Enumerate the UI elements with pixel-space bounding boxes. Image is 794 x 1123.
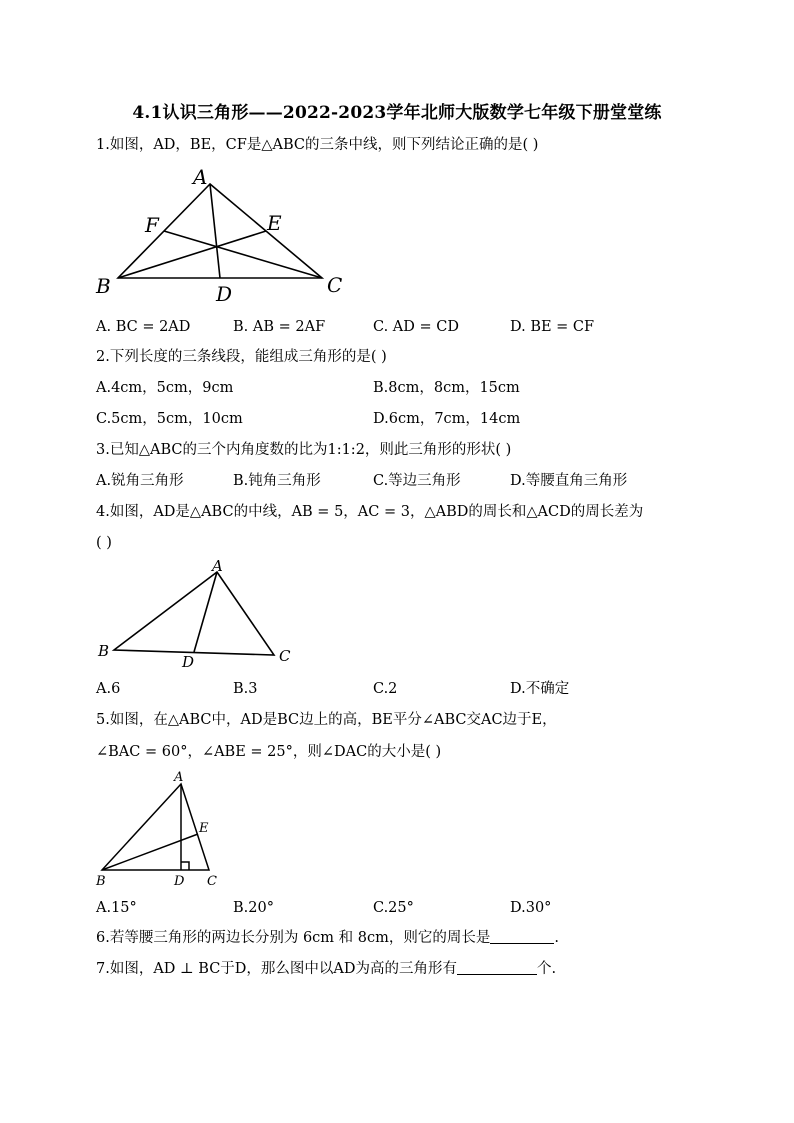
question-6 [96,928,559,948]
question-1-stem: 1.如图，AD，BE，CF是△ABC的三条中线，则下列结论正确的是( ) [96,137,539,153]
fig4-label-a: A [212,557,223,575]
fig5-label-c: C [207,874,217,889]
q3-option-d: D.等腰直角三角形 [510,473,628,489]
question-4-figure [90,555,310,670]
fig1-label-a: A [193,165,208,189]
q2-option-d: D.6cm，7cm，14cm [373,411,521,427]
q3-option-a: A.锐角三角形 [96,473,184,489]
q1-option-c: C. AD = CD [373,319,459,335]
q2-option-c: C.5cm，5cm，10cm [96,411,243,427]
fig4-label-c: C [279,647,291,665]
fig4-label-d: D [182,653,195,670]
fig1-label-e: E [267,211,282,235]
fig1-label-d: D [216,282,233,306]
fig1-label-b: B [96,274,111,298]
q1-option-d: D. BE = CF [510,319,595,335]
q2-option-a: A.4cm，5cm，9cm [96,380,234,396]
question-7 [96,959,556,979]
q1-option-b: B. AB = 2AF [233,319,326,335]
fig1-label-c: C [327,273,343,297]
q4-option-c: C.2 [373,681,398,697]
question-7-text: 7.如图，AD ⊥ BC于D，那么图中以AD为高的三角形有 [96,961,458,977]
q5-option-a: A.15° [96,900,137,916]
fig1-label-f: F [145,213,159,237]
fig4-label-b: B [98,642,110,660]
answer-blank-7 [457,960,537,975]
question-6-text: 6.若等腰三角形的两边长分别为 6cm 和 8cm，则它的周长是 [96,930,491,946]
q4-option-b: B.3 [233,681,258,697]
question-2-stem: 2.下列长度的三条线段，能组成三角形的是( ) [96,349,387,365]
q4-option-d: D.不确定 [510,681,570,697]
question-5-stem-line-2: ∠BAC = 60°，∠ABE = 25°，则∠DAC的大小是( ) [96,744,442,760]
fig5-label-b: B [96,874,106,889]
q5-option-b: B.20° [233,900,274,916]
q5-option-c: C.25° [373,900,414,916]
question-1-figure [90,162,360,307]
answer-blank-6 [490,929,554,944]
question-3-stem: 3.已知△ABC的三个内角度数的比为1:1:2，则此三角形的形状( ) [96,442,512,458]
q1-option-a: A. BC = 2AD [96,319,191,335]
fig5-label-a: A [174,770,184,785]
fig5-label-d: D [174,874,185,889]
q3-option-b: B.钝角三角形 [233,473,321,489]
q4-option-a: A.6 [96,681,121,697]
q5-option-d: D.30° [510,900,552,916]
q3-option-c: C.等边三角形 [373,473,461,489]
question-6-end: . [554,930,559,946]
question-7-end: 个. [537,961,557,977]
question-4-stem-line-1: 4.如图，AD是△ABC的中线，AB = 5，AC = 3，△ABD的周长和△ACD的周长差为 [96,504,644,520]
question-5-figure [90,766,230,891]
question-4-stem-line-2: ( ) [96,535,112,551]
question-5-stem-line-1: 5.如图，在△ABC中，AD是BC边上的高，BE平分∠ABC交AC边于E， [96,712,557,728]
fig5-label-e: E [199,821,209,836]
page-title: 4.1认识三角形——2022-2023学年北师大版数学七年级下册堂堂练 [132,103,662,123]
q2-option-b: B.8cm，8cm，15cm [373,380,520,396]
